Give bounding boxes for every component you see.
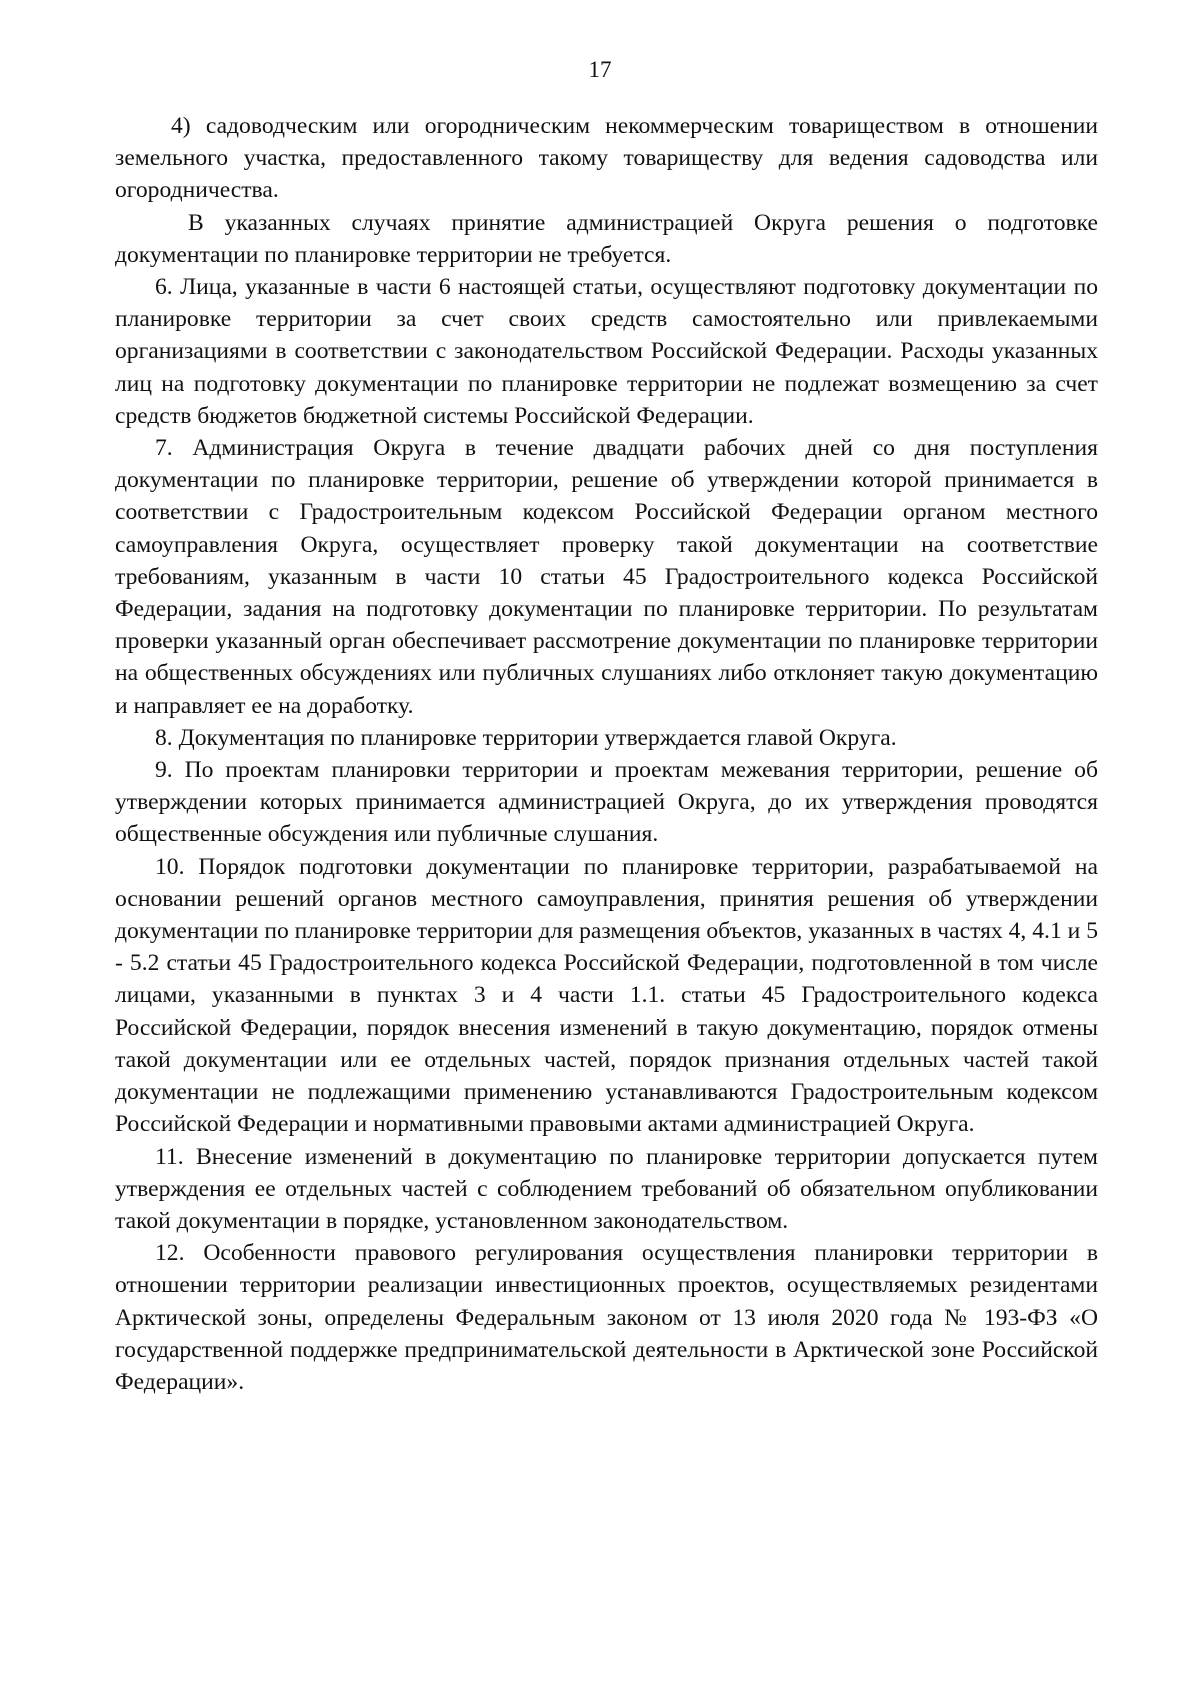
paragraph-item-10: 10. Порядок подготовки документации по планировке территории, разрабатываемой на основании решений органов местного самоуправления, принятия решения об утверждении документации по планировке территории для размещения объектов, указанных в частях 4, 4.1 и 5 - 5.2 статьи 45 Градостроительного кодекса Российской Федерации, подготовленной в том числе лицами, указанными в пунктах 3 и 4 части 1.1. статьи 45 Градостроительного кодекса Российской Федерации, порядок внесения изменений в такую документацию, порядок отмены такой документации или ее отдельных частей, порядок признания отдельных частей такой документации не подлежащими применению устанавливаются Градостроительным кодексом Российской Федерации и нормативными правовыми актами администрацией Округа. <box>115 853 1098 1138</box>
paragraph-item-9: 9. По проектам планировки территории и проектам межевания территории, решение об утверждении которых принимается администрацией Округа, до их утверждения проводятся общественные обсуждения или публичные слушания. <box>115 757 1098 848</box>
paragraph-item-12: 12. Особенности правового регулирования осуществления планировки территории в отношении территории реализации инвестиционных проектов, осуществляемых резидентами Арктической зоны, определены Федеральным законом от 13 июля 2020 года № 193-ФЗ «О государственной поддержке предпринимательской деятельности в Арктической зоне Российской Федерации». <box>115 1240 1098 1395</box>
paragraph-subitem-4: 4) садоводческим или огородническим некоммерческим товариществом в отношении земельного участка, предоставленного такому товариществу для ведения садоводства или огородничества. <box>115 113 1098 204</box>
paragraph-item-7: 7. Администрация Округа в течение двадцати рабочих дней со дня поступления документации по планировке территории, решение об утверждении которой принимается в соответствии с Градостроительным кодексом Российской Федерации органом местного самоуправления Округа, осуществляет проверку такой документации на соответствие требованиям, указанным в части 10 статьи 45 Градостроительного кодекса Российской Федерации, задания на подготовку документации по планировке территории. По результатам проверки указанный орган обеспечивает рассмотрение документации по планировке территории на общественных обсуждениях или публичных слушаниях либо отклоняет такую документацию и направляет ее на доработку. <box>115 435 1098 719</box>
paragraph-item-11: 11. Внесение изменений в документацию по планировке территории допускается путем утверждения ее отдельных частей с соблюдением требований об обязательном опубликовании такой документации в порядке, установленном законодательством. <box>115 1143 1098 1234</box>
paragraph-note: В указанных случаях принятие администрацией Округа решения о подготовке документации по планировке территории не требуется. <box>115 209 1098 268</box>
paragraph-item-6: 6. Лица, указанные в части 6 настоящей статьи, осуществляют подготовку документации по планировке территории за счет своих средств самостоятельно или привлекаемыми организациями в соответствии с законодательством Российской Федерации. Расходы указанных лиц на подготовку документации по планировке территории не подлежат возмещению за счет средств бюджетов бюджетной системы Российской Федерации. <box>115 274 1098 429</box>
paragraph-item-8: 8. Документация по планировке территории утверждается главой Округа. <box>155 724 897 751</box>
page-number: 17 <box>588 57 612 82</box>
document-body <box>115 110 1098 1398</box>
